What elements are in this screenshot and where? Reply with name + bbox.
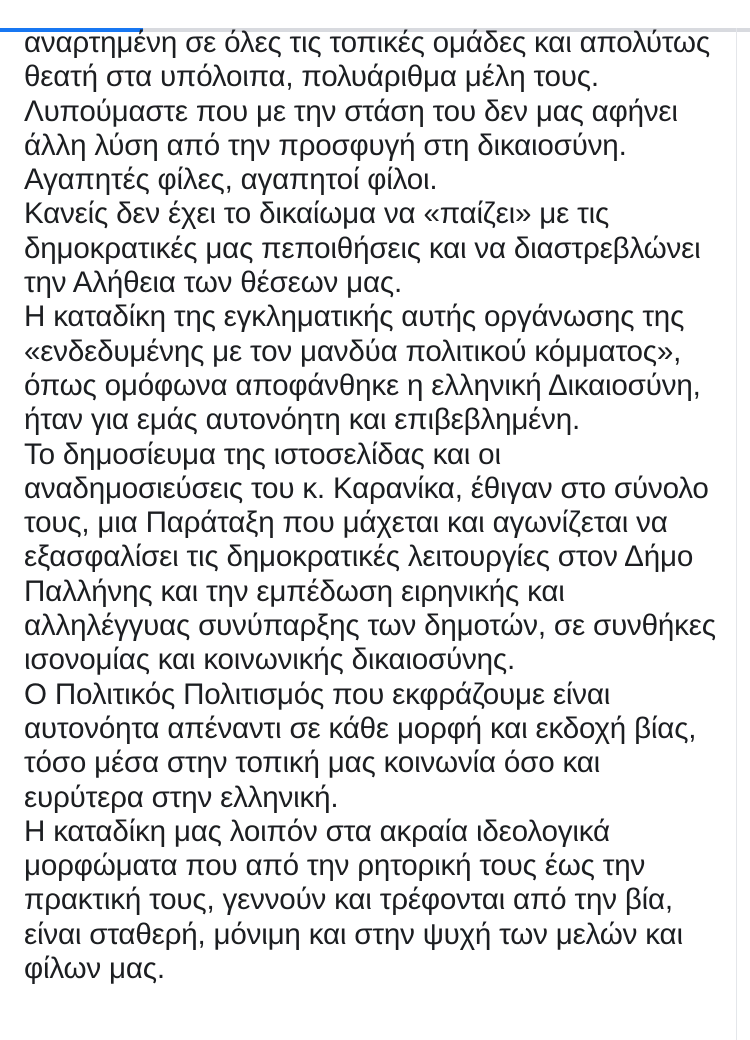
post-text-line: Παλλήνης και την εμπέδωση ειρηνικής και [24,574,565,608]
post-text-line: ισονομίας και κοινωνικής δικαιοσύνης. [24,643,516,677]
post-text-line: αλληλέγγυας συνύπαρξης των δημοτών, σε συνθήκες [24,609,716,643]
post-text-line: δημοκρατικές μας πεποιθήσεις και να διαστρεβλώνει [24,231,701,265]
post-text-line: όπως ομόφωνα αποφάνθηκε η ελληνική Δικαιοσύνη, [24,368,701,402]
post-text-line: Λυπούμαστε που με την στάση του δεν μας αφήνει [24,94,678,128]
right-edge-divider [736,28,737,1040]
post-text-line: είναι σταθερή, μόνιμη και στην ψυχή των μελών και [24,917,683,951]
post-text-line: άλλη λύση από την προσφυγή στη δικαιοσύνη. [24,128,627,162]
post-text-line: ευρύτερα στην ελληνική. [24,780,339,814]
post-text-line: μορφώματα που από την ρητορική τους έως την [24,849,646,883]
post-text-line: «ενδεδυμένης με τον μανδύα πολιτικού κόμματος», [24,334,682,368]
post-text-line: τόσο μέσα στην τοπική μας κοινωνία όσο και [24,746,600,780]
post-text-line: αναρτημένη σε όλες τις τοπικές ομάδες και απολύτως [24,26,710,59]
post-text-line: ήταν για εμάς αυτονόητη και επιβεβλημένη. [24,403,581,437]
post-text-line: φίλων μας. [24,952,165,986]
post-text-line: Ο Πολιτικός Πολιτισμός που εκφράζουμε είναι [24,677,611,711]
post-text-line: Κανείς δεν έχει το δικαίωμα να «παίζει» με τις [24,197,610,231]
post-body-text [24,26,736,986]
post-text-line: Αγαπητές φίλες, αγαπητοί φίλοι. [24,163,438,197]
post-text-line: Η καταδίκη μας λοιπόν στα ακραία ιδεολογικά [24,814,610,848]
post-text-line: την Αλήθεια των θέσεων μας. [24,266,402,300]
post-text-line: Το δημοσίευμα της ιστοσελίδας και οι [24,437,501,471]
post-text-line: πρακτική τους, γεννούν και τρέφονται από την βία, [24,883,673,917]
post-text-line: αυτονόητα απέναντι σε κάθε μορφή και εκδοχή βίας, [24,711,697,745]
post-text-line: αναδημοσιεύσεις του κ. Καρανίκα, έθιγαν στο σύνολο [24,471,709,505]
post-text-line: εξασφαλίσει τις δημοκρατικές λειτουργίες στον Δήμο [24,540,694,574]
post-text-line: Η καταδίκη της εγκληματικής αυτής οργάνωσης της [24,300,685,334]
post-text-line: θεατή στα υπόλοιπα, πολυάριθμα μέλη τους. [24,60,599,94]
post-text-line: τους, μια Παράταξη που μάχεται και αγωνίζεται να [24,506,668,540]
